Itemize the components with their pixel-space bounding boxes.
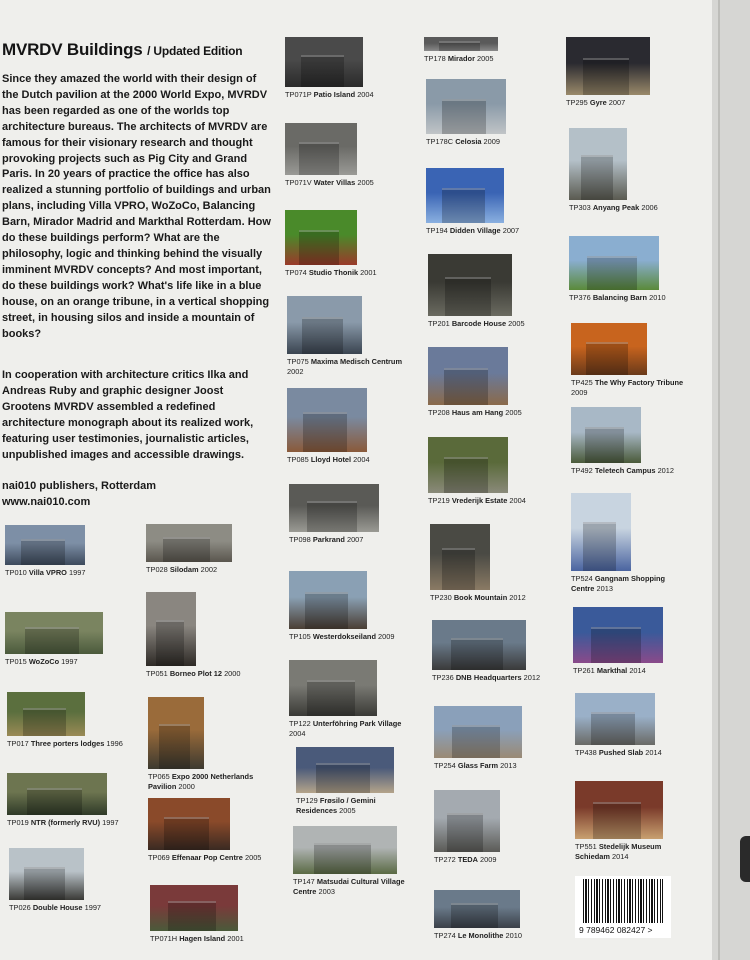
project-caption — [287, 455, 415, 465]
building-silhouette — [587, 256, 637, 290]
project-year: 2000 — [178, 782, 195, 791]
project-photo — [285, 37, 363, 87]
project-caption — [150, 934, 278, 944]
project-year: 1997 — [68, 568, 86, 577]
project-caption — [575, 748, 703, 758]
building-silhouette — [307, 680, 355, 716]
project-caption — [426, 226, 554, 236]
project-hagen-island — [150, 885, 278, 944]
project-name: Glass Farm — [457, 761, 499, 770]
project-year: 2004 — [357, 90, 374, 99]
project-code: TP524 — [571, 574, 593, 583]
building-silhouette — [444, 368, 488, 405]
project-code: TP272 — [434, 855, 456, 864]
project-year: 2012 — [657, 466, 675, 475]
project-code: TP028 — [146, 565, 168, 574]
project-code: TP069 — [148, 853, 170, 862]
building-silhouette — [168, 901, 216, 931]
project-code: TP551 — [575, 842, 597, 851]
project-name: Gangnam Shopping Centre — [571, 574, 666, 593]
project-name: Matsudai Cultural Village Centre — [293, 877, 405, 896]
project-caption — [285, 90, 413, 100]
building-silhouette — [164, 817, 209, 850]
building-silhouette — [301, 55, 344, 87]
building-silhouette — [442, 548, 475, 590]
project-name: Gyre — [589, 98, 607, 107]
project-photo — [5, 612, 103, 654]
project-code: TP178C — [426, 137, 454, 146]
project-code: TP129 — [296, 796, 318, 805]
blurb-paragraph-2: In cooperation with architecture critics Ilka and Andreas Ruby and graphic designer Joost Grootens MVRDV assembled a redefined architecture monograph about its realized work, featuring user testimonies, journalistic articles, unpublished images and accessible drawings. — [2, 369, 254, 461]
project-caption — [285, 178, 413, 188]
project-year: 2009 — [378, 632, 395, 641]
project-name: Double House — [32, 903, 83, 912]
project-teda — [434, 790, 562, 865]
project-caption — [289, 719, 405, 739]
project-year: 2014 — [645, 748, 662, 757]
project-year: 2006 — [641, 203, 658, 212]
project-year: 2007 — [608, 98, 626, 107]
publisher-name: nai010 publishers, Rotterdam — [2, 480, 157, 492]
project-caption — [569, 203, 697, 213]
project-photo — [575, 781, 663, 839]
project-water-villas — [285, 123, 413, 188]
project-maxima-medisch-centrum — [287, 296, 415, 377]
project-le-monolithe — [434, 890, 562, 941]
project-gyre — [566, 37, 694, 108]
building-silhouette — [21, 539, 65, 565]
project-ntr-formerly-rvu — [7, 773, 135, 828]
project-code: TP075 — [287, 357, 309, 366]
project-name: Westerdokseiland — [312, 632, 376, 641]
blurb-paragraph-1: Since they amazed the world with their design of the Dutch pavilion at the 2000 World Expo, MVRDV has been regarded as one of the worlds top architecture bureaus. The architects of MVRDV are famous for their visionary research and thought provoking projects such as Pig City and Grand Paris. In 20 years of practice the office has also realized a stunning portfolio of buildings and urban plans, including Villa VPRO, WoZoCo, Balancing Barn, Mirador Madrid and Markthal Rotterdam. How do these buildings perform? What are the philosophy, logic and thinking behind the visually imminent MVRDV concepts? And most important, do these buildings work? What's life like in a blue house, on an orange tribune, in a vertical shopping street, in housing silos and inside a mountain of books? — [2, 73, 271, 340]
project-caption — [9, 903, 137, 913]
project-name: Mirador — [447, 54, 475, 63]
project-photo — [289, 660, 377, 716]
project-year: 2005 — [357, 178, 374, 187]
building-silhouette — [583, 58, 629, 95]
project-photo — [9, 848, 84, 900]
project-year: 1997 — [102, 818, 119, 827]
project-photo — [426, 168, 504, 223]
project-caption — [289, 632, 417, 642]
isbn-number: 9 789462 082427 > — [579, 925, 653, 935]
project-caption — [148, 772, 264, 792]
project-name: Studio Thonik — [308, 268, 359, 277]
project-name: Vrederijk Estate — [451, 496, 508, 505]
project-code: TP178 — [424, 54, 446, 63]
project-photo — [571, 407, 641, 463]
project-celosia — [426, 79, 554, 147]
project-year: 2000 — [224, 669, 241, 678]
project-photo — [148, 697, 204, 769]
project-pushed-slab — [575, 693, 703, 758]
project-year: 2012 — [523, 673, 541, 682]
project-code: TP074 — [285, 268, 307, 277]
project-code: TP010 — [5, 568, 27, 577]
project-code: TP438 — [575, 748, 597, 757]
project-caption — [426, 137, 554, 147]
project-code: TP492 — [571, 466, 593, 475]
project-villa-vpro — [5, 525, 133, 578]
project-photo — [428, 347, 508, 405]
project-name: Silodam — [169, 565, 199, 574]
project-balancing-barn — [569, 236, 697, 303]
project-year: 2002 — [287, 367, 304, 376]
project-caption — [285, 268, 413, 278]
project-book-mountain — [430, 524, 558, 603]
project-year: 2009 — [480, 855, 497, 864]
project-year: 2003 — [318, 887, 335, 896]
project-teletech-campus — [571, 407, 699, 476]
project-year: 2005 — [339, 806, 356, 815]
project-name: Haus am Hang — [451, 408, 504, 417]
project-photo — [566, 37, 650, 95]
project-year: 2004 — [289, 729, 306, 738]
project-three-porters-lodges — [7, 692, 135, 749]
project-caption — [148, 853, 276, 863]
project-year: 2014 — [611, 852, 629, 861]
building-silhouette — [581, 155, 613, 200]
project-code: TP019 — [7, 818, 29, 827]
project-code: TP236 — [432, 673, 454, 682]
project-name: Villa VPRO — [28, 568, 67, 577]
project-name: Hagen Island — [179, 934, 226, 943]
project-stedelijk-museum-schiedam — [575, 781, 703, 862]
project-gangnam-shopping-centre — [571, 493, 699, 594]
building-silhouette — [299, 142, 339, 175]
project-caption — [146, 669, 274, 679]
project-name: Pushed Slab — [598, 748, 644, 757]
project-photo — [434, 706, 522, 758]
project-barcode-house — [428, 254, 556, 329]
building-silhouette — [25, 627, 79, 654]
project-year: 2010 — [505, 931, 522, 940]
project-photo — [146, 592, 196, 666]
project-code: TP017 — [7, 739, 29, 748]
project-code: TP274 — [434, 931, 456, 940]
project-haus-am-hang — [428, 347, 556, 418]
project-wozoco — [5, 612, 133, 667]
project-anyang-peak — [569, 128, 697, 213]
project-photo — [569, 236, 659, 290]
project-name: Le Monolithe — [457, 931, 504, 940]
project-name: Frøsilo / Gemini Residences — [296, 796, 376, 815]
project-caption — [428, 496, 556, 506]
building-silhouette — [591, 712, 635, 745]
building-silhouette — [451, 903, 498, 928]
project-photo — [146, 524, 232, 562]
building-silhouette — [316, 763, 370, 793]
project-code: TP065 — [148, 772, 170, 781]
project-code: TP254 — [434, 761, 456, 770]
project-name: Anyang Peak — [592, 203, 640, 212]
project-silodam — [146, 524, 274, 575]
project-photo — [296, 747, 394, 793]
cover-notch — [740, 836, 750, 882]
project-photo — [432, 620, 526, 670]
project-code: TP026 — [9, 903, 31, 912]
project-caption — [434, 761, 562, 771]
project-lloyd-hotel — [287, 388, 415, 465]
project-vrederijk-estate — [428, 437, 556, 506]
project-mirador — [424, 37, 552, 64]
project-photo — [287, 296, 362, 354]
project-photo — [148, 798, 230, 850]
project-year: 2013 — [596, 584, 613, 593]
building-silhouette — [452, 725, 500, 758]
project-photo — [150, 885, 238, 931]
building-silhouette — [447, 813, 483, 852]
project-name: Didden Village — [449, 226, 501, 235]
project-year: 2007 — [346, 535, 364, 544]
project-code: TP122 — [289, 719, 311, 728]
project-photo — [285, 210, 357, 265]
project-photo — [5, 525, 85, 565]
project-caption — [424, 54, 552, 64]
project-caption — [432, 673, 560, 683]
project-name: Parkrand — [312, 535, 345, 544]
building-silhouette — [159, 724, 190, 769]
project-name: Patio Island — [313, 90, 356, 99]
barcode-bars — [583, 879, 663, 923]
project-name: Unterföhring Park Village — [312, 719, 402, 728]
building-silhouette — [24, 867, 65, 900]
project-year: 2012 — [509, 593, 526, 602]
project-name: Borneo Plot 12 — [169, 669, 222, 678]
project-code: TP098 — [289, 535, 311, 544]
project-photo — [428, 437, 508, 493]
project-code: TP425 — [571, 378, 593, 387]
building-silhouette — [444, 457, 488, 493]
project-caption — [7, 818, 135, 828]
project-name: Barcode House — [451, 319, 507, 328]
project-caption — [575, 842, 691, 862]
project-caption — [428, 408, 556, 418]
building-silhouette — [23, 708, 66, 736]
project-code: TP194 — [426, 226, 448, 235]
project-year: 2013 — [500, 761, 517, 770]
spine-groove — [718, 0, 720, 960]
building-silhouette — [163, 537, 210, 562]
project-caption — [287, 357, 403, 377]
project-name: DNB Headquarters — [455, 673, 522, 682]
building-silhouette — [302, 317, 343, 354]
project-name: Lloyd Hotel — [310, 455, 352, 464]
project-code: TP261 — [573, 666, 595, 675]
project-photo — [426, 79, 506, 134]
title-main: MVRDV Buildings — [2, 40, 143, 59]
building-silhouette — [156, 620, 184, 666]
project-photo — [430, 524, 490, 590]
project-year: 2009 — [483, 137, 500, 146]
project-year: 2007 — [502, 226, 520, 235]
publisher-website: www.nai010.com — [2, 496, 91, 508]
building-silhouette — [27, 788, 82, 815]
project-caption — [146, 565, 274, 575]
project-year: 2004 — [353, 455, 370, 464]
project-photo — [7, 773, 107, 815]
building-silhouette — [593, 802, 641, 839]
project-code: TP051 — [146, 669, 168, 678]
project-dnb-headquarters — [432, 620, 560, 683]
project-the-why-factory-tribune — [571, 323, 699, 398]
project-caption — [571, 378, 687, 398]
project-name: Markthal — [596, 666, 628, 675]
project-year: 2004 — [509, 496, 526, 505]
project-code: TP376 — [569, 293, 591, 302]
project-expo-2000-netherlands-pavilion — [148, 697, 276, 792]
project-westerdokseiland — [289, 571, 417, 642]
project-borneo-plot-12 — [146, 592, 274, 679]
project-photo — [424, 37, 498, 51]
project-fr-silo-gemini-residences — [296, 747, 424, 816]
project-photo — [7, 692, 85, 736]
project-caption — [428, 319, 556, 329]
project-year: 2010 — [649, 293, 666, 302]
project-caption — [434, 855, 562, 865]
project-name: Three porters lodges — [30, 739, 105, 748]
project-name: Expo 2000 Netherlands Pavilion — [148, 772, 254, 791]
project-name: TEDA — [457, 855, 478, 864]
project-glass-farm — [434, 706, 562, 771]
building-silhouette — [586, 342, 628, 375]
project-caption — [434, 931, 562, 941]
project-caption — [5, 568, 133, 578]
project-name: NTR (formerly RVU) — [30, 818, 101, 827]
project-photo — [573, 607, 663, 663]
project-code: TP208 — [428, 408, 450, 417]
book-title — [2, 40, 242, 60]
project-year: 2005 — [244, 853, 262, 862]
project-photo — [434, 790, 500, 852]
project-name: Stedelijk Museum Schiedam — [575, 842, 662, 861]
project-caption — [569, 293, 697, 303]
project-year: 1996 — [106, 739, 123, 748]
project-name: Balancing Barn — [592, 293, 648, 302]
project-photo — [289, 484, 379, 532]
project-code: TP219 — [428, 496, 450, 505]
project-year: 2001 — [227, 934, 244, 943]
project-didden-village — [426, 168, 554, 236]
project-year: 2005 — [505, 408, 522, 417]
project-caption — [296, 796, 412, 816]
building-silhouette — [299, 230, 339, 265]
project-code: TP105 — [289, 632, 311, 641]
project-caption — [289, 535, 417, 545]
building-silhouette — [307, 501, 357, 532]
project-caption — [571, 466, 699, 476]
project-photo — [434, 890, 520, 928]
project-name: Celosia — [455, 137, 482, 146]
project-markthal — [573, 607, 701, 676]
project-caption — [571, 574, 687, 594]
building-silhouette — [442, 99, 486, 134]
project-code: TP071P — [285, 90, 312, 99]
project-year: 1997 — [61, 657, 78, 666]
building-silhouette — [591, 627, 641, 663]
project-photo — [287, 388, 367, 452]
project-double-house — [9, 848, 137, 913]
project-caption — [5, 657, 133, 667]
project-name: The Why Factory Tribune — [594, 378, 684, 387]
building-silhouette — [442, 188, 485, 223]
project-effenaar-pop-centre — [148, 798, 276, 863]
project-name: Teletech Campus — [594, 466, 656, 475]
project-unterf-hring-park-village — [289, 660, 417, 739]
building-silhouette — [314, 843, 371, 874]
project-parkrand — [289, 484, 417, 545]
project-photo — [571, 493, 631, 571]
project-year: 2005 — [477, 54, 494, 63]
project-caption — [573, 666, 701, 676]
building-silhouette — [583, 522, 616, 571]
project-code: TP015 — [5, 657, 27, 666]
project-photo — [575, 693, 655, 745]
project-caption — [430, 593, 558, 603]
project-name: Effenaar Pop Centre — [171, 853, 243, 862]
project-name: Water Villas — [313, 178, 356, 187]
project-studio-thonik — [285, 210, 413, 278]
project-photo — [569, 128, 627, 200]
isbn-barcode — [575, 876, 671, 938]
project-code: TP295 — [566, 98, 588, 107]
project-year: 2001 — [360, 268, 377, 277]
project-code: TP071V — [285, 178, 312, 187]
project-matsudai-cultural-village-centre — [293, 826, 421, 897]
project-code: TP071H — [150, 934, 178, 943]
project-code: TP147 — [293, 877, 315, 886]
project-year: 2002 — [200, 565, 218, 574]
project-caption — [566, 98, 694, 108]
project-caption — [293, 877, 409, 897]
project-photo — [571, 323, 647, 375]
building-silhouette — [445, 277, 491, 316]
project-code: TP201 — [428, 319, 450, 328]
project-photo — [289, 571, 367, 629]
project-patio-island — [285, 37, 413, 100]
project-year: 2009 — [571, 388, 588, 397]
project-year: 2005 — [508, 319, 525, 328]
building-silhouette — [305, 592, 348, 629]
project-caption — [7, 739, 135, 749]
building-silhouette — [585, 427, 624, 463]
project-name: Book Mountain — [453, 593, 508, 602]
project-year: 1997 — [84, 903, 102, 912]
building-silhouette — [439, 41, 480, 51]
project-code: TP303 — [569, 203, 591, 212]
building-silhouette — [303, 412, 347, 452]
project-year: 2014 — [629, 666, 646, 675]
building-silhouette — [451, 638, 503, 670]
project-photo — [285, 123, 357, 175]
title-edition: / Updated Edition — [147, 44, 243, 58]
project-code: TP230 — [430, 593, 452, 602]
project-photo — [293, 826, 397, 874]
project-photo — [428, 254, 512, 316]
project-code: TP085 — [287, 455, 309, 464]
project-name: WoZoCo — [28, 657, 60, 666]
project-name: Maxima Medisch Centrum — [310, 357, 403, 366]
